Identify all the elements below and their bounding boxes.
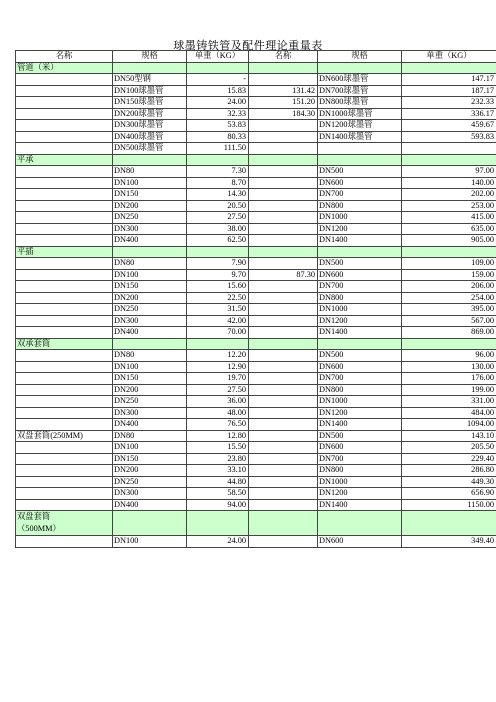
table-row (16, 407, 496, 419)
extra-cell: 184.30 (249, 108, 318, 120)
extra-cell (249, 476, 318, 488)
weight-cell-2: 229.40 (402, 453, 496, 465)
weight-cell-2: 202.00 (402, 189, 496, 201)
weight-cell: 7.90 (187, 258, 249, 270)
section-name-line: 双盘套筒 (17, 512, 51, 521)
spec-cell: DN200 (113, 292, 187, 304)
table-row (16, 442, 496, 454)
spec-cell-2: DN1400 (318, 419, 402, 431)
name-cell (16, 292, 113, 304)
weight-cell-2: 205.50 (402, 442, 496, 454)
weight-cell: 38.00 (187, 223, 249, 235)
section-filler (187, 338, 249, 350)
name-cell (16, 407, 113, 419)
spec-cell: DN400球墨管 (113, 131, 187, 143)
extra-cell (249, 120, 318, 132)
extra-cell (249, 465, 318, 477)
weight-cell-2: 140.00 (402, 177, 496, 189)
spec-cell-2: DN500 (318, 430, 402, 442)
spec-cell-2: DN800 (318, 292, 402, 304)
name-cell (16, 350, 113, 362)
extra-cell (249, 258, 318, 270)
weight-cell-2: 109.00 (402, 258, 496, 270)
table-row (16, 223, 496, 235)
section-filler (249, 62, 318, 74)
section-filler (318, 246, 402, 258)
spec-cell: DN400 (113, 327, 187, 339)
header-name-2: 名称 (249, 51, 318, 63)
weight-cell: 7.30 (187, 166, 249, 178)
section-filler (318, 338, 402, 350)
weight-cell: 36.00 (187, 396, 249, 408)
spec-cell-2: DN700球墨管 (318, 85, 402, 97)
spec-cell: DN300球墨管 (113, 120, 187, 132)
spec-cell: DN300 (113, 407, 187, 419)
header-row (16, 51, 496, 63)
name-cell (16, 223, 113, 235)
extra-cell (249, 74, 318, 86)
weight-cell: 12.80 (187, 430, 249, 442)
spec-cell-2: DN1000 (318, 476, 402, 488)
weight-cell: 15.60 (187, 281, 249, 293)
spec-cell: DN200 (113, 200, 187, 212)
spec-cell: DN500球墨管 (113, 143, 187, 155)
weight-cell: 24.00 (187, 97, 249, 109)
table-row (16, 419, 496, 431)
name-cell (16, 304, 113, 316)
section-name: 双承套筒 (16, 338, 113, 350)
table-row (16, 488, 496, 500)
spec-cell: DN250 (113, 396, 187, 408)
name-cell (16, 97, 113, 109)
spec-cell: DN100 (113, 269, 187, 281)
extra-cell (249, 453, 318, 465)
header-weight-2: 单重（KG） (402, 51, 496, 63)
weight-cell-2: 130.00 (402, 361, 496, 373)
weight-cell: 62.50 (187, 235, 249, 247)
weight-cell-2 (402, 143, 496, 155)
spec-cell-2: DN800 (318, 384, 402, 396)
name-cell (16, 536, 113, 548)
section-filler (402, 62, 496, 74)
section-filler (318, 511, 402, 536)
table-row (16, 499, 496, 511)
spec-cell: DN150 (113, 189, 187, 201)
weight-cell: 27.50 (187, 384, 249, 396)
extra-cell (249, 327, 318, 339)
section-filler (187, 246, 249, 258)
extra-cell (249, 304, 318, 316)
weight-cell: 23.80 (187, 453, 249, 465)
table-row (16, 292, 496, 304)
extra-cell: 87.30 (249, 269, 318, 281)
weight-cell: 12.20 (187, 350, 249, 362)
spec-cell-2: DN1000球墨管 (318, 108, 402, 120)
spec-cell: DN300 (113, 315, 187, 327)
table-row (16, 304, 496, 316)
page-title: 球墨铸铁管及配件理论重量表 (173, 40, 323, 52)
section-filler (318, 154, 402, 166)
spec-cell: DN80 (113, 430, 187, 442)
spec-cell-2: DN500 (318, 166, 402, 178)
extra-cell (249, 361, 318, 373)
spec-cell-2: DN600球墨管 (318, 74, 402, 86)
spec-cell: DN400 (113, 499, 187, 511)
section-filler (402, 154, 496, 166)
extra-cell (249, 350, 318, 362)
table-row (16, 315, 496, 327)
table-row (16, 131, 496, 143)
weight-cell: 19.70 (187, 373, 249, 385)
spec-cell-2: DN800球墨管 (318, 97, 402, 109)
weight-cell: 70.00 (187, 327, 249, 339)
table-row (16, 465, 496, 477)
section-filler (113, 511, 187, 536)
weight-cell-2: 286.80 (402, 465, 496, 477)
spec-cell-2: DN1400球墨管 (318, 131, 402, 143)
spec-cell-2: DN1200 (318, 223, 402, 235)
spec-cell-2: DN1200 (318, 315, 402, 327)
spec-cell: DN150 (113, 281, 187, 293)
table-row (16, 200, 496, 212)
section-filler (402, 246, 496, 258)
table-row (16, 235, 496, 247)
extra-cell (249, 189, 318, 201)
name-cell (16, 361, 113, 373)
spec-cell: DN300 (113, 223, 187, 235)
name-cell (16, 120, 113, 132)
extra-cell: 131.42 (249, 85, 318, 97)
spec-cell-2: DN1400 (318, 499, 402, 511)
header-spec: 规格 (113, 51, 187, 63)
extra-cell: 151.20 (249, 97, 318, 109)
table-row (16, 189, 496, 201)
spec-cell: DN100 (113, 536, 187, 548)
table-row (16, 476, 496, 488)
table-row (16, 453, 496, 465)
table-row (16, 85, 496, 97)
section-name-line: （500MM） (17, 524, 61, 533)
section-filler (249, 511, 318, 536)
extra-cell (249, 442, 318, 454)
extra-cell (249, 281, 318, 293)
weight-cell: 15.50 (187, 442, 249, 454)
name-cell (16, 269, 113, 281)
spec-cell-2: DN700 (318, 281, 402, 293)
extra-cell (249, 292, 318, 304)
weight-cell-2: 187.17 (402, 85, 496, 97)
extra-cell (249, 315, 318, 327)
header-name: 名称 (16, 51, 113, 63)
weight-cell: 24.00 (187, 536, 249, 548)
spec-cell-2: DN800 (318, 465, 402, 477)
table-row (16, 384, 496, 396)
extra-cell (249, 419, 318, 431)
weight-cell: 80.33 (187, 131, 249, 143)
spec-cell: DN80 (113, 166, 187, 178)
name-cell (16, 384, 113, 396)
spec-cell-2: DN1000 (318, 396, 402, 408)
weight-cell-2: 254.00 (402, 292, 496, 304)
table-row (16, 212, 496, 224)
section-filler (249, 338, 318, 350)
weight-cell: 111.50 (187, 143, 249, 155)
table-row (16, 74, 496, 86)
name-cell (16, 476, 113, 488)
table-row (16, 143, 496, 155)
weight-cell-2: 449.30 (402, 476, 496, 488)
extra-cell (249, 200, 318, 212)
weight-cell: 15.83 (187, 85, 249, 97)
extra-cell (249, 407, 318, 419)
weight-cell-2: 349.40 (402, 536, 496, 548)
table-row (16, 258, 496, 270)
extra-cell (249, 430, 318, 442)
name-cell (16, 85, 113, 97)
name-cell (16, 143, 113, 155)
section-filler (187, 154, 249, 166)
name-cell (16, 396, 113, 408)
weight-cell: 94.00 (187, 499, 249, 511)
spec-cell-2: DN800 (318, 200, 402, 212)
weight-cell-2: 96.00 (402, 350, 496, 362)
table-row (16, 120, 496, 132)
spec-cell: DN100 (113, 361, 187, 373)
weight-cell: 9.70 (187, 269, 249, 281)
weight-cell-2: 635.00 (402, 223, 496, 235)
weight-cell: 53.83 (187, 120, 249, 132)
spec-cell: DN80 (113, 350, 187, 362)
weight-cell-2: 176.00 (402, 373, 496, 385)
spec-cell-2: DN500 (318, 258, 402, 270)
extra-cell (249, 499, 318, 511)
section-name: 管道（米） (16, 62, 113, 74)
name-cell (16, 373, 113, 385)
extra-cell (249, 396, 318, 408)
spec-cell: DN150球墨管 (113, 97, 187, 109)
header-spec-2: 规格 (318, 51, 402, 63)
weight-cell-2: 395.00 (402, 304, 496, 316)
weight-cell: 12.90 (187, 361, 249, 373)
section-name: 平插 (16, 246, 113, 258)
spec-cell-2: DN1200球墨管 (318, 120, 402, 132)
weight-cell: 32.33 (187, 108, 249, 120)
name-cell (16, 166, 113, 178)
section-filler (402, 338, 496, 350)
weight-cell-2: 567.00 (402, 315, 496, 327)
table-row (16, 108, 496, 120)
extra-cell (249, 384, 318, 396)
table-row (16, 373, 496, 385)
section-filler (187, 511, 249, 536)
spec-cell-2: DN700 (318, 373, 402, 385)
name-cell: 双盘套筒(250MM) (16, 430, 113, 442)
section-row (16, 154, 496, 166)
section-filler (113, 338, 187, 350)
spec-cell: DN250 (113, 476, 187, 488)
name-cell (16, 212, 113, 224)
spec-cell-2: DN600 (318, 536, 402, 548)
spec-cell: DN400 (113, 235, 187, 247)
weight-cell-2: 331.00 (402, 396, 496, 408)
weight-cell: 33.10 (187, 465, 249, 477)
spec-cell-2: DN700 (318, 453, 402, 465)
extra-cell (249, 223, 318, 235)
section-name (16, 511, 113, 536)
name-cell (16, 327, 113, 339)
spec-cell: DN200 (113, 465, 187, 477)
extra-cell (249, 143, 318, 155)
weight-cell-2: 336.17 (402, 108, 496, 120)
section-row (16, 338, 496, 350)
weight-cell: 22.50 (187, 292, 249, 304)
weight-cell-2: 253.00 (402, 200, 496, 212)
spec-cell-2: DN1400 (318, 235, 402, 247)
spec-cell: DN400 (113, 419, 187, 431)
name-cell (16, 258, 113, 270)
extra-cell (249, 131, 318, 143)
weight-cell-2: 593.83 (402, 131, 496, 143)
spec-cell-2: DN1000 (318, 212, 402, 224)
table-row (16, 396, 496, 408)
spec-cell-2: DN600 (318, 442, 402, 454)
name-cell (16, 131, 113, 143)
table-row (16, 97, 496, 109)
spec-cell: DN50型钢 (113, 74, 187, 86)
weight-cell: 8.70 (187, 177, 249, 189)
weight-cell: 48.00 (187, 407, 249, 419)
table-row (16, 361, 496, 373)
spec-cell: DN250 (113, 304, 187, 316)
section-row (16, 511, 496, 536)
name-cell (16, 200, 113, 212)
weight-cell-2: 869.00 (402, 327, 496, 339)
spec-cell: DN200球墨管 (113, 108, 187, 120)
section-filler (402, 511, 496, 536)
section-name: 平承 (16, 154, 113, 166)
weight-cell: 20.50 (187, 200, 249, 212)
weight-cell: 14.30 (187, 189, 249, 201)
spec-cell: DN150 (113, 373, 187, 385)
section-filler (113, 62, 187, 74)
extra-cell (249, 177, 318, 189)
spec-cell-2: DN600 (318, 269, 402, 281)
name-cell (16, 235, 113, 247)
table-row (16, 327, 496, 339)
spec-cell-2: DN1400 (318, 327, 402, 339)
spec-cell-2: DN1000 (318, 304, 402, 316)
section-row (16, 62, 496, 74)
weight-cell: 27.50 (187, 212, 249, 224)
name-cell (16, 465, 113, 477)
extra-cell (249, 212, 318, 224)
extra-cell (249, 536, 318, 548)
table-row (16, 430, 496, 442)
table-row (16, 269, 496, 281)
name-cell (16, 281, 113, 293)
weight-cell-2: 1150.00 (402, 499, 496, 511)
name-cell (16, 315, 113, 327)
weight-cell: - (187, 74, 249, 86)
name-cell (16, 499, 113, 511)
header-weight: 单重（KG） (187, 51, 249, 63)
extra-cell (249, 166, 318, 178)
section-filler (187, 62, 249, 74)
spec-cell: DN80 (113, 258, 187, 270)
weight-cell: 76.50 (187, 419, 249, 431)
section-filler (318, 62, 402, 74)
table-row (16, 177, 496, 189)
spec-cell-2: DN600 (318, 177, 402, 189)
name-cell (16, 453, 113, 465)
section-row (16, 246, 496, 258)
extra-cell (249, 235, 318, 247)
weight-cell-2: 459.67 (402, 120, 496, 132)
weight-cell-2: 484.00 (402, 407, 496, 419)
spec-cell-2 (318, 143, 402, 155)
spec-cell: DN100 (113, 442, 187, 454)
spec-cell: DN300 (113, 488, 187, 500)
weight-cell-2: 147.17 (402, 74, 496, 86)
name-cell (16, 419, 113, 431)
weight-cell: 58.50 (187, 488, 249, 500)
extra-cell (249, 488, 318, 500)
name-cell (16, 108, 113, 120)
spec-cell-2: DN600 (318, 361, 402, 373)
spec-cell-2: DN500 (318, 350, 402, 362)
section-filler (249, 246, 318, 258)
table-row (16, 536, 496, 548)
name-cell (16, 189, 113, 201)
weight-cell-2: 905.00 (402, 235, 496, 247)
weight-cell: 31.50 (187, 304, 249, 316)
weight-table (15, 50, 496, 548)
weight-cell-2: 656.90 (402, 488, 496, 500)
name-cell (16, 177, 113, 189)
name-cell (16, 442, 113, 454)
table-row (16, 350, 496, 362)
weight-cell-2: 206.00 (402, 281, 496, 293)
name-cell (16, 488, 113, 500)
weight-cell-2: 97.00 (402, 166, 496, 178)
weight-cell-2: 232.33 (402, 97, 496, 109)
table-row (16, 281, 496, 293)
weight-cell-2: 159.00 (402, 269, 496, 281)
spec-cell: DN200 (113, 384, 187, 396)
weight-cell-2: 199.00 (402, 384, 496, 396)
spec-cell-2: DN1200 (318, 488, 402, 500)
weight-cell: 42.00 (187, 315, 249, 327)
weight-cell-2: 143.10 (402, 430, 496, 442)
weight-cell-2: 415.00 (402, 212, 496, 224)
spec-cell: DN150 (113, 453, 187, 465)
spec-cell: DN100 (113, 177, 187, 189)
table-row (16, 166, 496, 178)
section-filler (113, 154, 187, 166)
spec-cell: DN250 (113, 212, 187, 224)
spec-cell: DN100球墨管 (113, 85, 187, 97)
extra-cell (249, 373, 318, 385)
spec-cell-2: DN700 (318, 189, 402, 201)
weight-cell: 44.80 (187, 476, 249, 488)
section-filler (249, 154, 318, 166)
name-cell (16, 74, 113, 86)
spec-cell-2: DN1200 (318, 407, 402, 419)
section-filler (113, 246, 187, 258)
weight-cell-2: 1094.00 (402, 419, 496, 431)
